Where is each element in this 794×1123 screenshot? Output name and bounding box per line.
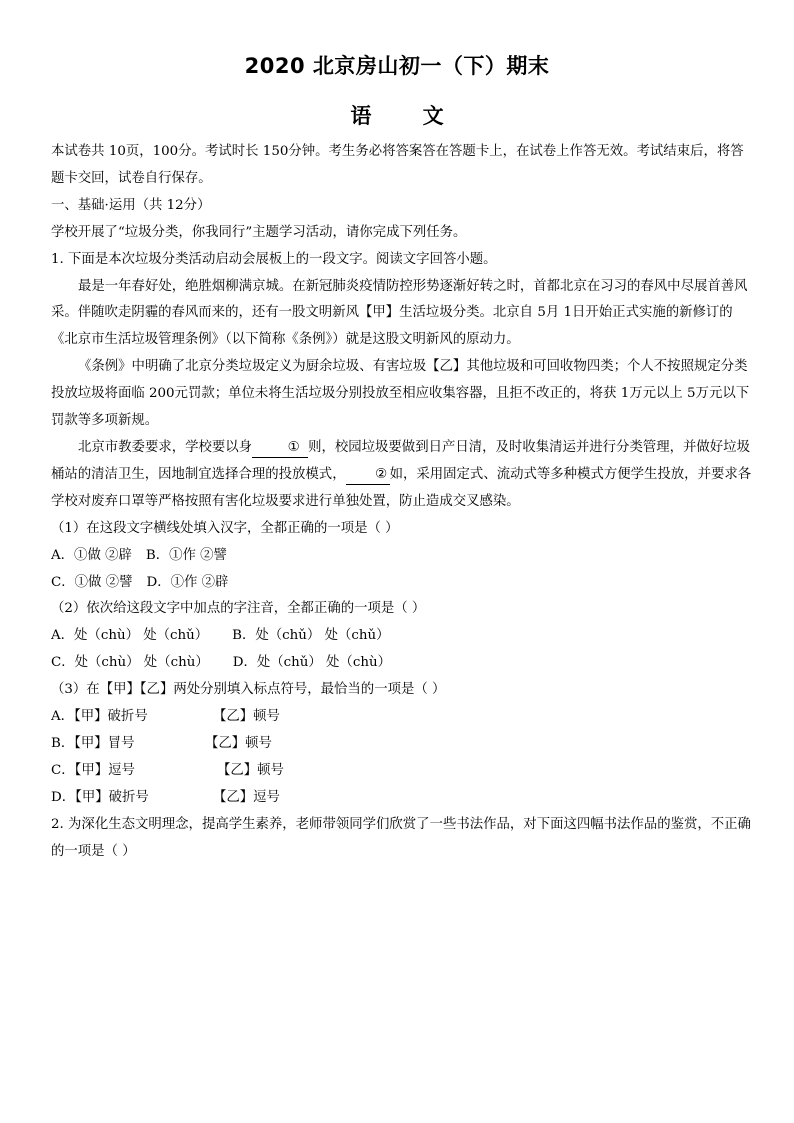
sub-question-3-option-b: [51, 731, 756, 758]
paragraph-3-part-b: 则，校园垃圾要做到日产日清，及时收集清运并进行分类管理，并做好垃圾桶站的清洁卫生，因地制宜选择合理的投放模式，: [51, 439, 750, 482]
sub-question-3-stem: （3）在【甲】【乙】两处分别填入标点符号，最恰当的一项是（ ）: [51, 682, 446, 698]
option-a-jia: A．【甲】破折号: [51, 709, 148, 725]
question-2-stem: 2. 为深化生态文明理念，提高学生素养，老师带领同学们欣赏了一些书法作品，对下面这四幅书法作品的鉴赏，不正确的一项是（ ）: [51, 816, 751, 859]
subject-title: 语 文: [350, 104, 444, 128]
sub-question-3-option-a: [51, 704, 756, 731]
sub-question-3-option-c: [51, 758, 756, 785]
option-c-jia: C．【甲】逗号: [51, 762, 135, 778]
passage-paragraph-3: [51, 435, 756, 516]
sub-question-1-stem: （1）在这段文字横线处填入汉字，全都正确的一项是（ ）: [51, 520, 399, 536]
option-a-yi: 【乙】顿号: [213, 709, 280, 725]
task-description: 学校开展了“垃圾分类，你我同行”主题学习活动，请你完成下列任务。: [51, 224, 467, 240]
option-b-jia: B．【甲】冒号: [51, 735, 135, 751]
sub-question-1-options-cd: [51, 570, 756, 597]
passage-paragraph-1: 最是一年春好处，绝胜烟柳满京城。在新冠肺炎疫情防控形势逐渐好转之时，首都北京在习习的春风中尽展首善风采。伴随吹走阴霾的春风而来的，还有一股文明新风【甲】生活垃圾分类。北京自 5月 1日开始正式实施的新修订的《北京市生活垃圾管理条例》（以下简称《条例》）就是这股文明新风的原动力。: [51, 278, 748, 348]
fill-blank-1: ①: [252, 439, 308, 458]
sub-question-1-options-ab: [51, 543, 756, 570]
option-c: C．①做 ②譬: [51, 574, 133, 590]
option-d: D．处（chǔ） 处（chù）: [232, 655, 391, 671]
option-b: B．处（chǔ） 处（chǔ）: [232, 628, 390, 644]
section-heading: 一、基础·运用（共 12分）: [51, 197, 211, 213]
question-1-stem: 1. 下面是本次垃圾分类活动启动会展板上的一段文字。阅读文字回答小题。: [51, 251, 497, 267]
exam-body: [51, 139, 756, 865]
fill-blank-2: ②: [346, 466, 390, 485]
option-d: D．①作 ②辟: [146, 574, 229, 590]
passage-paragraph-2: 《条例》中明确了北京分类垃圾定义为厨余垃圾、有害垃圾【乙】其他垃圾和可回收物四类；个人不按照规定分类投放垃圾将面临 200元罚款；单位未将生活垃圾分别投放至相应收集容器，且拒不改正的，将获 1万元以上 5万元以下罚款等多项新规。: [51, 359, 750, 429]
option-c: C．处（chù） 处（chù）: [51, 655, 209, 671]
option-a: A．处（chù） 处（chǔ）: [51, 628, 209, 644]
paragraph-3-part-c: 如，采用固定式、流动式等多种模式方便学生投放，并要求各学校对废弃口罩等严格按照有害化垃圾要求进行单独处置，防止造成交叉感染。: [51, 466, 752, 509]
exam-intro: 本试卷共 10页，100分。考试时长 150分钟。考生务必将答案答在答题卡上，在试卷上作答无效。考试结束后，将答题卡交回，试卷自行保存。: [51, 144, 744, 186]
sub-question-3-option-d: [51, 785, 756, 812]
option-b: B．①作 ②譬: [145, 547, 227, 563]
option-a: A．①做 ②辟: [51, 547, 132, 563]
option-c-yi: 【乙】顿号: [217, 762, 284, 778]
page-title: 2020 北京房山初一（下）期末: [244, 54, 550, 78]
option-d-yi: 【乙】逗号: [213, 789, 280, 805]
sub-question-2-options-ab: [51, 623, 756, 650]
sub-question-2-stem: （2）依次给这段文字中加点的字注音，全都正确的一项是（ ）: [51, 601, 426, 617]
paragraph-3-part-a: 北京市教委要求，学校要以身: [78, 439, 253, 455]
option-b-yi: 【乙】顿号: [205, 735, 272, 751]
sub-question-2-options-cd: [51, 650, 756, 677]
option-d-jia: D．【甲】破折号: [51, 789, 149, 805]
